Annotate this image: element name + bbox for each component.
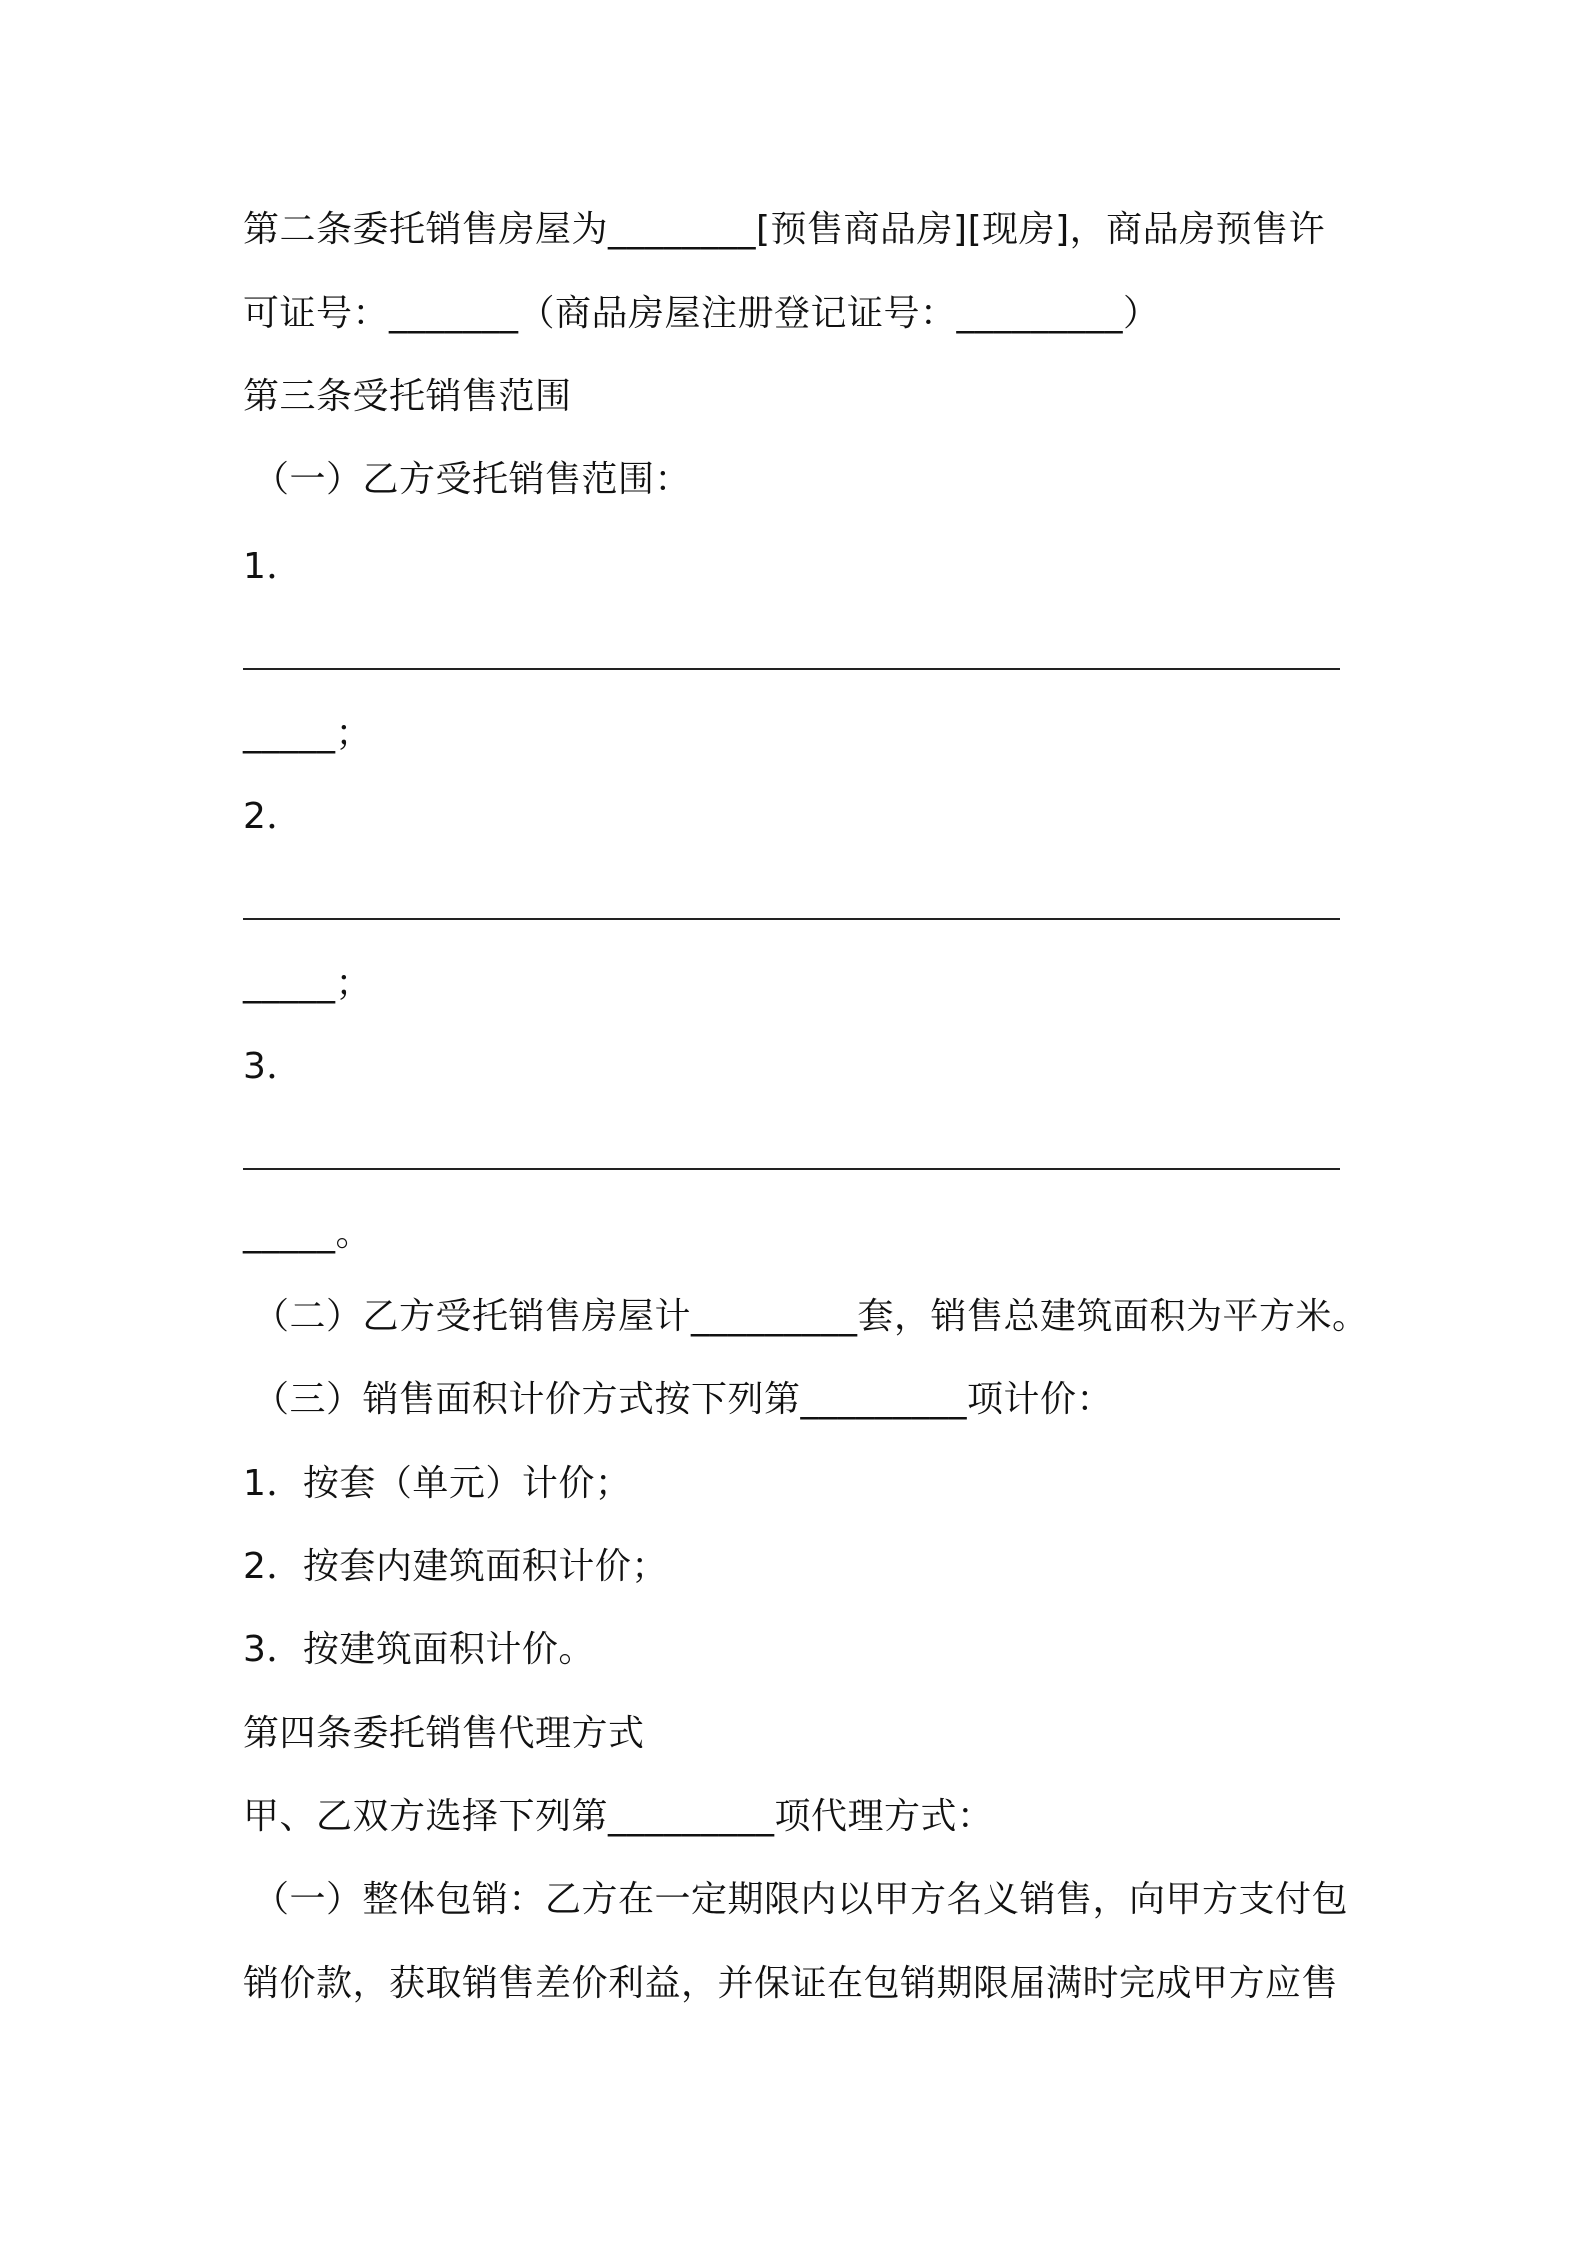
clause-2-line-2: 可证号：_______（商品房屋注册登记证号：_________） <box>243 293 1160 334</box>
clause-3-item-1-heading: （一）乙方受托销售范围： <box>253 459 692 500</box>
scope-item-3-number: 3． <box>243 1046 303 1087</box>
clause-2-line-1: 第二条委托销售房屋为________[预售商品房][现房]，商品房预售许 <box>243 209 1326 250</box>
scope-item-1-end: _____； <box>243 713 373 754</box>
scope-item-1-blank-line <box>243 668 1340 670</box>
scope-item-1-number: 1． <box>243 546 303 587</box>
clause-4-item-1-line-2: 销价款，获取销售差价利益，并保证在包销期限届满时完成甲方应售 <box>243 1963 1339 2004</box>
scope-item-3-end: _____。 <box>243 1213 373 1254</box>
clause-4-heading: 第四条委托销售代理方式 <box>243 1713 645 1754</box>
clause-4-item-1-line-1: （一）整体包销：乙方在一定期限内以甲方名义销售，向甲方支付包 <box>253 1879 1349 1920</box>
clause-4-choice: 甲、乙双方选择下列第_________项代理方式： <box>243 1796 994 1837</box>
pricing-option-3: 3．按建筑面积计价。 <box>243 1629 595 1670</box>
clause-3-item-2: （二）乙方受托销售房屋计_________套，销售总建筑面积为平方米。 <box>253 1296 1369 1337</box>
scope-item-3-blank-line <box>243 1168 1340 1170</box>
pricing-option-2: 2．按套内建筑面积计价； <box>243 1546 668 1587</box>
clause-3-item-3: （三）销售面积计价方式按下列第_________项计价： <box>253 1379 1114 1420</box>
scope-item-2-end: _____； <box>243 963 373 1004</box>
pricing-option-1: 1．按套（单元）计价； <box>243 1463 632 1504</box>
scope-item-2-number: 2． <box>243 796 303 837</box>
scope-item-2-blank-line <box>243 918 1340 920</box>
clause-3-heading: 第三条受托销售范围 <box>243 376 572 417</box>
